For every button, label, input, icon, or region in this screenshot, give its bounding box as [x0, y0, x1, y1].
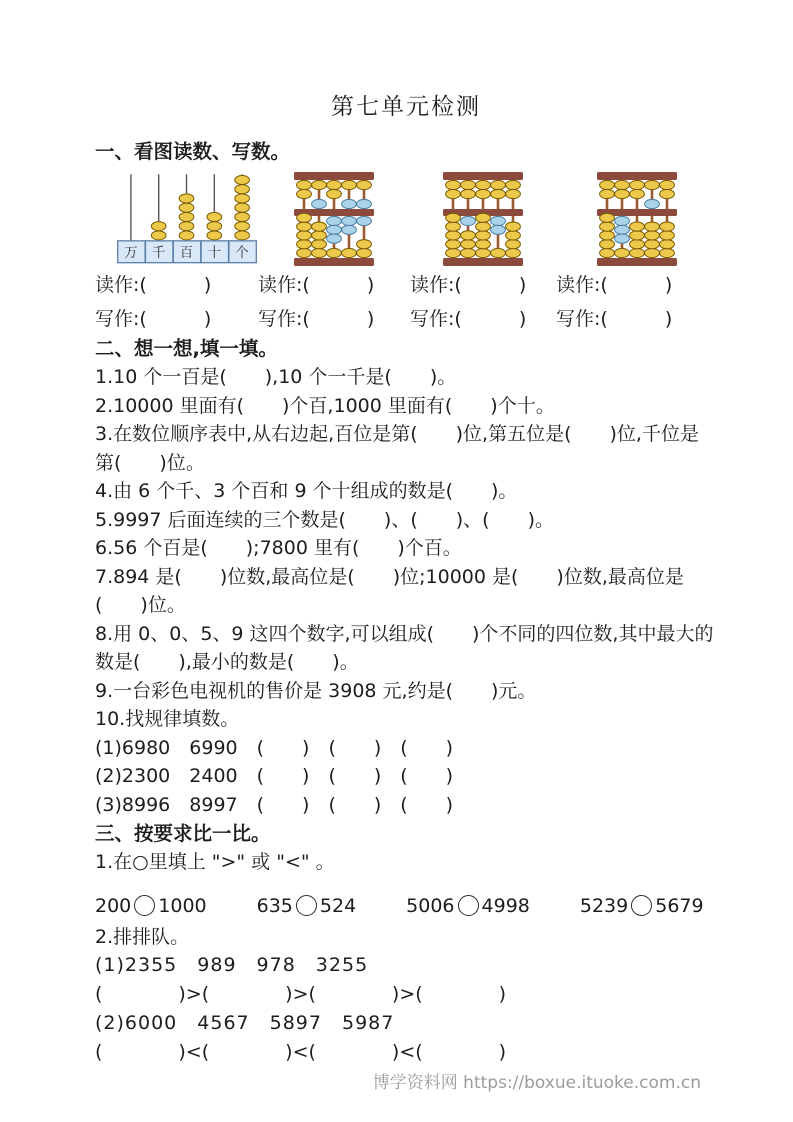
compare-right-2: 524	[319, 894, 357, 917]
compare-left-2: 635	[256, 894, 293, 917]
section2-heading: 二、想一想,填一填。	[95, 337, 278, 360]
question-8: 8.用 0、0、5、9 这四个数字,可以组成( )个不同的四位数,其中最大的数是( ),最小的数是( )。	[95, 622, 714, 673]
rank-group1-blanks: ( )>( )>( )>( )	[95, 983, 507, 1005]
page-title: 第七单元检测	[331, 94, 481, 120]
counting-device-cell	[95, 172, 258, 266]
abacus-image-2	[443, 172, 523, 266]
compare-instruction: 1.在○里填上 ">" 或 "<" 。	[95, 851, 335, 873]
sequence-2: (2)2300 2400 ( ) ( ) ( )	[95, 765, 454, 787]
compare-pair-2	[257, 895, 357, 917]
abacus-cell-3	[556, 172, 717, 266]
answer-circle-4[interactable]	[631, 895, 652, 916]
question-5: 5.9997 后面连续的三个数是( )、( )、( )。	[95, 508, 554, 531]
duzuo-blank-3: 读作:( )	[410, 274, 527, 296]
footer-credit: 博学资料网 https://boxue.ituoke.com.cn	[372, 1073, 701, 1093]
compare-left-3: 5006	[406, 894, 455, 917]
svg-text:千: 千	[152, 246, 166, 262]
question-9: 9.一台彩色电视机的售价是 3908 元,约是( )元。	[95, 679, 537, 702]
compare-left-4: 5239	[579, 894, 629, 917]
xiezuo-blank-3: 写作:( )	[410, 308, 527, 330]
question-4: 4.由 6 个千、3 个百和 9 个十组成的数是( )。	[95, 480, 518, 502]
answer-circle-2[interactable]	[296, 895, 317, 916]
compare-right-1: 1000	[158, 894, 207, 917]
svg-text:百: 百	[179, 246, 194, 262]
compare-pair-3	[406, 895, 530, 917]
compare-left-1: 200	[95, 894, 132, 917]
abacus-image-3	[597, 172, 677, 266]
duzuo-blank-1: 读作:( )	[95, 274, 212, 296]
abacus-cell-2	[410, 172, 556, 266]
worksheet-page	[95, 88, 717, 1067]
duzuo-blank-4: 读作:( )	[556, 274, 673, 296]
compare-row	[95, 895, 717, 917]
question-7: 7.894 是( )位数,最高位是( )位;10000 是( )位数,最高位是( )位。	[95, 565, 684, 616]
question-1: 1.10 个一百是( ),10 个一千是( )。	[95, 366, 457, 388]
duzuo-blank-2: 读作:( )	[258, 274, 375, 296]
duzuo-row	[95, 271, 717, 300]
compare-right-3: 4998	[481, 894, 530, 917]
compare-pair-4	[580, 895, 704, 917]
section3-heading: 三、按要求比一比。	[95, 822, 271, 845]
svg-text:万: 万	[124, 246, 138, 262]
rank-group2-numbers: (2)6000 4567 5897 5987	[95, 1012, 395, 1034]
xiezuo-blank-2: 写作:( )	[258, 308, 375, 330]
question-10: 10.找规律填数。	[95, 708, 240, 730]
rank-group2-blanks: ( )<( )<( )<( )	[95, 1041, 507, 1063]
sequence-3: (3)8996 8997 ( ) ( ) ( )	[95, 793, 454, 816]
answer-circle-1[interactable]	[134, 895, 155, 916]
question-3: 3.在数位顺序表中,从右边起,百位是第( )位,第五位是( )位,千位是第( )位。	[95, 423, 699, 474]
section1-heading: 一、看图读数、写数。	[95, 140, 291, 163]
abacus-cell-1	[258, 172, 410, 266]
rank-group1-numbers: (1)2355 989 978 3255	[95, 954, 369, 976]
sequence-1: (1)6980 6990 ( ) ( ) ( )	[95, 736, 454, 759]
answer-circle-3[interactable]	[458, 895, 479, 916]
question-6: 6.56 个百是( );7800 里有( )个百。	[95, 537, 462, 559]
counting-device-image	[117, 172, 258, 266]
figures-row	[95, 168, 717, 266]
rank-instruction: 2.排排队。	[95, 925, 190, 948]
compare-pair-1	[95, 895, 207, 917]
svg-text:十: 十	[207, 246, 222, 262]
svg-text:个: 个	[235, 246, 249, 262]
xiezuo-blank-1: 写作:( )	[95, 308, 212, 330]
abacus-image-1	[294, 172, 374, 266]
compare-right-4: 5679	[655, 894, 704, 917]
question-2: 2.10000 里面有( )个百,1000 里面有( )个十。	[95, 394, 555, 417]
xiezuo-row	[95, 305, 717, 334]
xiezuo-blank-4: 写作:( )	[556, 308, 673, 330]
